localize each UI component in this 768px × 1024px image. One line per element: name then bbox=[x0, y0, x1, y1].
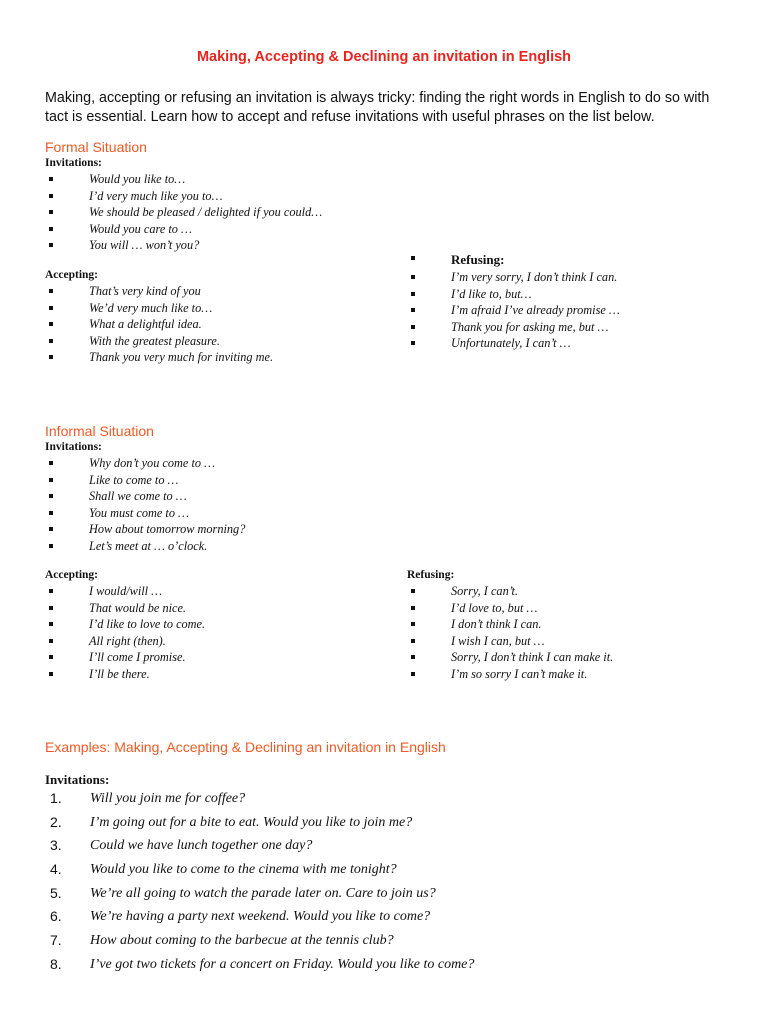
example-item bbox=[45, 905, 474, 929]
examples-list bbox=[45, 787, 474, 977]
formal-refusing-label: Refusing: bbox=[451, 252, 505, 267]
bullet-icon bbox=[49, 210, 53, 214]
bullet-icon bbox=[49, 461, 53, 465]
example-item bbox=[45, 882, 474, 906]
example-text: I’ve got two tickets for a concert on Friday. Would you like to come? bbox=[90, 956, 475, 972]
list-item bbox=[407, 269, 620, 286]
example-number: 2. bbox=[50, 813, 62, 830]
list-item-text: We should be pleased / delighted if you could… bbox=[89, 205, 323, 219]
example-number: 3. bbox=[50, 837, 62, 854]
example-number: 7. bbox=[50, 932, 62, 949]
example-item bbox=[45, 787, 474, 811]
list-item bbox=[407, 302, 620, 319]
list-item-text: Like to come to … bbox=[89, 472, 179, 487]
bullet-icon bbox=[49, 672, 53, 676]
informal-invitations-label: Invitations: bbox=[45, 441, 102, 453]
list-item-text: I’ll be there. bbox=[89, 666, 150, 681]
bullet-icon bbox=[49, 306, 53, 310]
list-item bbox=[45, 649, 205, 666]
list-item bbox=[45, 538, 245, 555]
list-item-text: Sorry, I don’t think I can make it. bbox=[451, 650, 614, 664]
list-item-text: Would you like to… bbox=[89, 172, 186, 186]
example-number: 8. bbox=[50, 955, 62, 972]
list-item-text: That’s very kind of you bbox=[89, 284, 201, 298]
informal-refusing-label: Refusing: bbox=[407, 569, 455, 581]
example-number: 6. bbox=[50, 908, 62, 925]
bullet-icon bbox=[49, 655, 53, 659]
example-item bbox=[45, 953, 474, 977]
example-number: 5. bbox=[50, 884, 62, 901]
examples-heading: Examples: Making, Accepting & Declining an invitation in English bbox=[45, 739, 446, 755]
list-item bbox=[45, 237, 322, 254]
list-item bbox=[45, 488, 245, 505]
list-item-text: Thank you very much for inviting me. bbox=[89, 350, 274, 364]
bullet-icon bbox=[49, 622, 53, 626]
bullet-icon bbox=[49, 527, 53, 531]
list-item bbox=[407, 633, 613, 650]
informal-accepting-list bbox=[45, 583, 205, 682]
list-item bbox=[407, 319, 620, 336]
list-item-text: I’m very sorry, I don’t think I can. bbox=[451, 270, 618, 284]
list-item-text: Thank you for asking me, but … bbox=[451, 319, 609, 334]
bullet-icon bbox=[411, 292, 415, 296]
list-item-text: Why don’t you come to … bbox=[89, 456, 216, 470]
list-item-text: All right (then). bbox=[89, 633, 166, 648]
list-item-text: You will … won’t you? bbox=[89, 238, 200, 252]
list-item-text: Sorry, I can’t. bbox=[451, 584, 518, 598]
bullet-icon bbox=[411, 606, 415, 610]
bullet-icon bbox=[49, 511, 53, 515]
list-item bbox=[407, 335, 620, 352]
list-item-text: I’ll come I promise. bbox=[89, 650, 186, 664]
bullet-icon bbox=[49, 194, 53, 198]
list-item bbox=[45, 300, 273, 317]
bullet-icon bbox=[411, 325, 415, 329]
list-item-text: I’d like to love to come. bbox=[89, 617, 206, 631]
bullet-icon bbox=[49, 355, 53, 359]
example-number: 4. bbox=[50, 861, 62, 878]
list-item bbox=[407, 616, 613, 633]
bullet-icon bbox=[49, 544, 53, 548]
formal-accepting-list bbox=[45, 283, 273, 366]
list-item bbox=[45, 633, 205, 650]
bullet-icon bbox=[411, 639, 415, 643]
list-item bbox=[45, 455, 245, 472]
intro-paragraph: Making, accepting or refusing an invitation is always tricky: finding the right words in English to do so with tact is essential. Learn how to accept and refuse invitations with useful phrases on the list below. bbox=[45, 90, 710, 125]
list-item bbox=[45, 505, 245, 522]
bullet-icon bbox=[49, 478, 53, 482]
example-item bbox=[45, 834, 474, 858]
example-text: Will you join me for coffee? bbox=[90, 791, 246, 806]
bullet-icon bbox=[49, 639, 53, 643]
list-item bbox=[45, 316, 273, 333]
example-text: We’re all going to watch the parade later on. Care to join us? bbox=[90, 885, 436, 901]
list-item bbox=[45, 221, 322, 238]
list-item bbox=[45, 349, 273, 366]
list-item bbox=[45, 666, 205, 683]
bullet-icon bbox=[411, 275, 415, 279]
list-item-text: Shall we come to … bbox=[89, 489, 187, 503]
list-item-text: We’d very much like to… bbox=[89, 300, 213, 315]
list-item-text: I’d like to, but… bbox=[451, 286, 532, 301]
list-item-text: I wish I can, but … bbox=[451, 633, 545, 648]
list-item bbox=[407, 286, 620, 303]
document-title: Making, Accepting & Declining an invitation in English bbox=[196, 49, 572, 65]
bullet-icon bbox=[49, 243, 53, 247]
bullet-icon bbox=[411, 308, 415, 312]
bullet-icon bbox=[49, 339, 53, 343]
informal-heading: Informal Situation bbox=[45, 423, 154, 439]
list-item-text: What a delightful idea. bbox=[89, 317, 202, 331]
bullet-icon bbox=[411, 341, 415, 345]
bullet-icon bbox=[49, 322, 53, 326]
bullet-icon bbox=[49, 589, 53, 593]
bullet-icon bbox=[49, 177, 53, 181]
example-text: I’m going out for a bite to eat. Would you like to join me? bbox=[90, 814, 413, 830]
formal-accepting-label: Accepting: bbox=[45, 269, 99, 281]
list-item bbox=[45, 616, 205, 633]
formal-refusing-list bbox=[407, 269, 620, 352]
list-item-text: Would you care to … bbox=[89, 221, 192, 236]
list-item-text: I’m so sorry I can’t make it. bbox=[451, 666, 588, 681]
list-item bbox=[45, 333, 273, 350]
list-item bbox=[45, 600, 205, 617]
example-text: Would you like to come to the cinema with me tonight? bbox=[90, 862, 397, 878]
formal-invitations-label: Invitations: bbox=[45, 157, 102, 169]
bullet-icon bbox=[411, 655, 415, 659]
bullet-icon bbox=[411, 672, 415, 676]
bullet-icon bbox=[49, 227, 53, 231]
list-item-text: I’d love to, but … bbox=[451, 600, 538, 615]
example-number: 1. bbox=[50, 790, 62, 806]
bullet-icon bbox=[49, 494, 53, 498]
informal-invitations-list bbox=[45, 455, 245, 554]
list-item-text: That would be nice. bbox=[89, 600, 187, 615]
list-item-text: With the greatest pleasure. bbox=[89, 333, 220, 348]
list-item bbox=[407, 583, 613, 600]
formal-invitations-list bbox=[45, 171, 322, 254]
example-text: How about coming to the barbecue at the tennis club? bbox=[90, 933, 394, 949]
example-text: Could we have lunch together one day? bbox=[90, 838, 313, 854]
example-text: We’re having a party next weekend. Would you like to come? bbox=[90, 909, 431, 925]
formal-refusing-bullet bbox=[411, 256, 415, 260]
list-item bbox=[45, 583, 205, 600]
list-item-text: I don’t think I can. bbox=[451, 617, 542, 631]
list-item-text: Let’s meet at … o’clock. bbox=[89, 538, 208, 553]
list-item-text: Unfortunately, I can’t … bbox=[451, 336, 571, 350]
informal-refusing-list bbox=[407, 583, 613, 682]
bullet-icon bbox=[49, 606, 53, 610]
list-item-text: I’d very much like you to… bbox=[89, 188, 223, 203]
bullet-icon bbox=[411, 589, 415, 593]
list-item bbox=[407, 649, 613, 666]
example-item bbox=[45, 929, 474, 953]
informal-accepting-label: Accepting: bbox=[45, 569, 99, 581]
list-item-text: How about tomorrow morning? bbox=[89, 522, 246, 536]
list-item bbox=[45, 283, 273, 300]
bullet-icon bbox=[49, 289, 53, 293]
examples-invitations-label: Invitations: bbox=[45, 772, 110, 787]
list-item bbox=[45, 204, 322, 221]
list-item-text: I’m afraid I’ve already promise … bbox=[451, 303, 620, 317]
bullet-icon bbox=[411, 622, 415, 626]
list-item bbox=[45, 472, 245, 489]
list-item bbox=[407, 666, 613, 683]
example-item bbox=[45, 811, 474, 835]
list-item bbox=[407, 600, 613, 617]
list-item bbox=[45, 171, 322, 188]
list-item-text: I would/will … bbox=[89, 584, 163, 598]
example-item bbox=[45, 858, 474, 882]
list-item bbox=[45, 188, 322, 205]
formal-heading: Formal Situation bbox=[45, 139, 147, 155]
list-item bbox=[45, 521, 245, 538]
list-item-text: You must come to … bbox=[89, 505, 189, 520]
